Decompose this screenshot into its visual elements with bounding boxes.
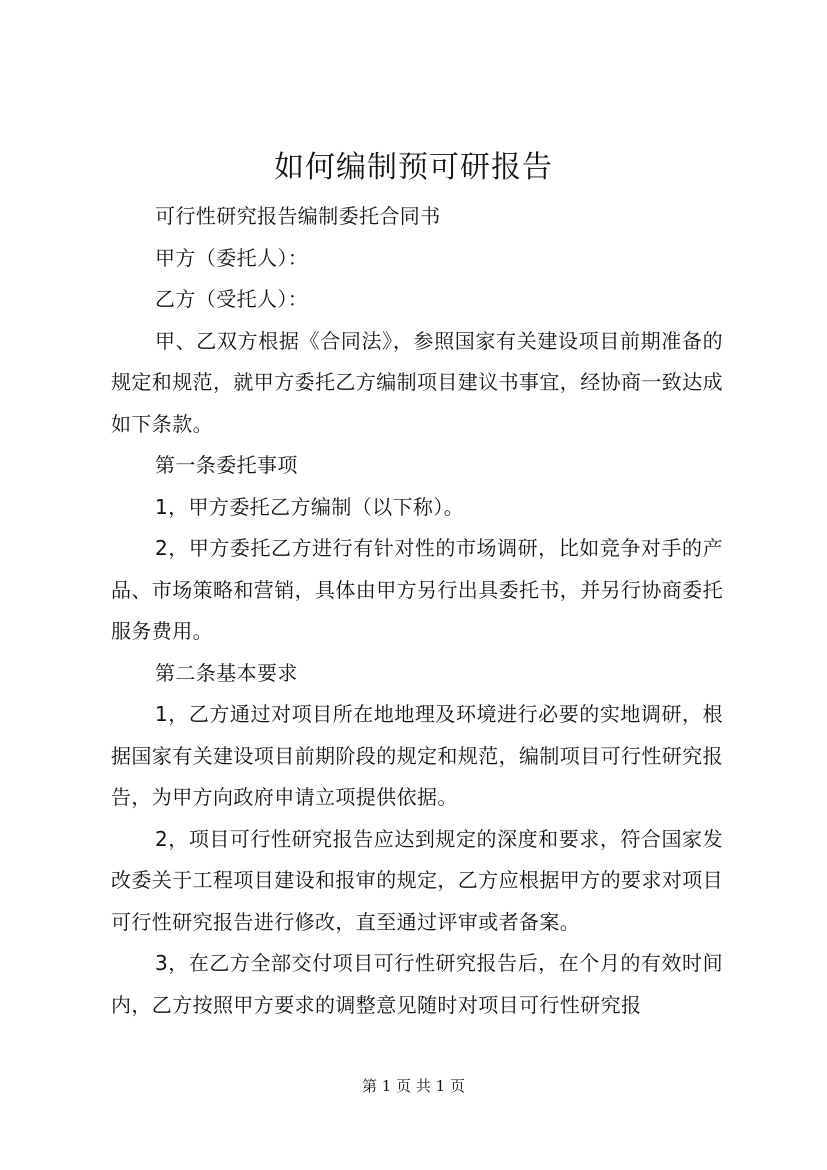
paragraph-article-2-item-3: 3，在乙方全部交付项目可行性研究报告后，在个月的有效时间内，乙方按照甲方要求的调整意见随时对项目可行性研究报 (111, 951, 723, 1017)
document-title: 如何编制预可研报告 (274, 150, 553, 185)
paragraph-article-2-item-1: 1，乙方通过对项目所在地地理及环境进行必要的实地调研，根据国家有关建设项目前期阶段的规定和规范，编制项目可行性研究报告，为甲方向政府申请立项提供依据。 (111, 702, 723, 809)
paragraph-article-2-item-2: 2，项目可行性研究报告应达到规定的深度和要求，符合国家发改委关于工程项目建设和报审的规定，乙方应根据甲方的要求对项目可行性研究报告进行修改，直至通过评审或者备案。 (111, 826, 723, 934)
paragraph-article-1-item-2: 2，甲方委托乙方进行有针对性的市场调研，比如竞争对手的产品、市场策略和营销，具体由甲方另行出具委托书，并另行协商委托服务费用。 (111, 536, 723, 643)
paragraph-party-b: 乙方（受托人）： (155, 287, 309, 311)
paragraph-article-1-item-1: 1，甲方委托乙方编制（以下称）。 (155, 494, 465, 519)
paragraph-preamble: 甲、乙双方根据《合同法》，参照国家有关建设项目前期准备的规定和规范，就甲方委托乙方编制项目建议书事宜，经协商一致达成如下条款。 (111, 328, 723, 436)
paragraph-contract-heading: 可行性研究报告编制委托合同书 (155, 204, 441, 228)
paragraph-article-2-heading: 第二条基本要求 (155, 660, 298, 685)
paragraph-party-a: 甲方（委托人）： (155, 245, 309, 270)
document-body (111, 196, 723, 1026)
page-footer: 第 1 页 共 1 页 (362, 1077, 465, 1095)
paragraph-article-1-heading: 第一条委托事项 (155, 453, 298, 477)
